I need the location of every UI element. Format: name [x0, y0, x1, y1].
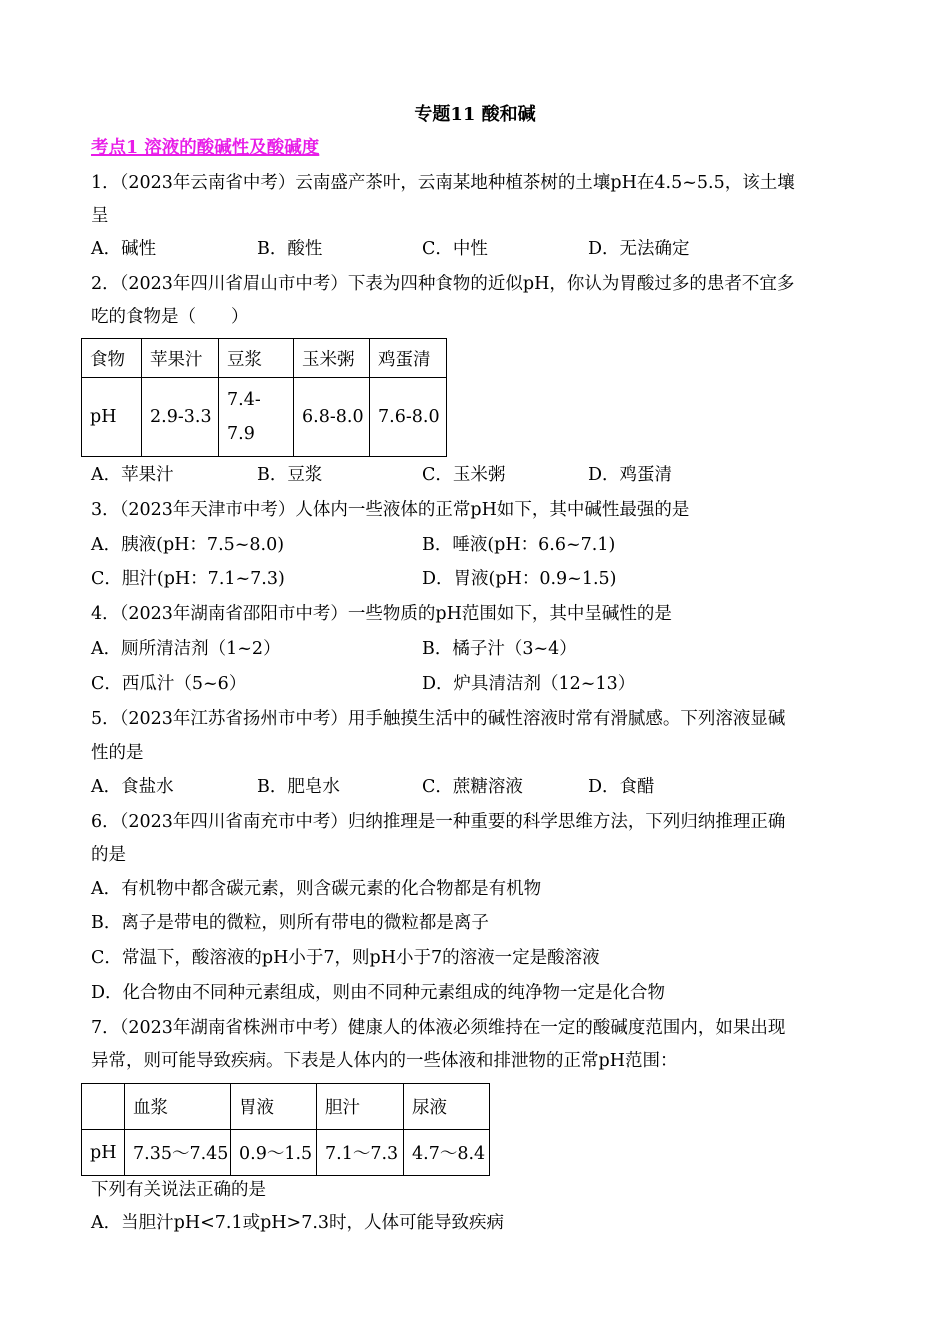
q5-option-a: A．食盐水: [91, 777, 174, 797]
table-header-cell: 血浆: [125, 1084, 231, 1130]
q2-option-b: B．豆浆: [257, 465, 323, 485]
table-header-cell: [82, 1084, 125, 1130]
table-cell: 4.7～8.4: [404, 1130, 490, 1176]
q1-option-b: B．酸性: [257, 239, 323, 259]
question-7-prompt: 下列有关说法正确的是: [91, 1180, 266, 1200]
question-2-text-cont: 吃的食物是（ ）: [91, 307, 249, 327]
q6-option-d: D．化合物由不同种元素组成，则由不同种元素组成的纯净物一定是化合物: [91, 983, 666, 1003]
food-ph-table: [81, 338, 447, 457]
table-header-cell: 苹果汁: [142, 339, 219, 378]
table-header-cell: 玉米粥: [294, 339, 370, 378]
page-title: 专题11 酸和碱: [414, 104, 536, 125]
table-cell: 6.8-8.0: [294, 378, 370, 457]
q6-option-a: A．有机物中都含碳元素，则含碳元素的化合物都是有机物: [91, 879, 542, 899]
table-header-cell: 尿液: [404, 1084, 490, 1130]
q2-option-d: D．鸡蛋清: [588, 465, 673, 485]
table-cell: 0.9～1.5: [231, 1130, 317, 1176]
q1-option-c: C．中性: [422, 239, 488, 259]
q2-option-a: A．苹果汁: [91, 465, 174, 485]
question-2-text: 2．（2023年四川省眉山市中考）下表为四种食物的近似pH，你认为胃酸过多的患者不宜多: [91, 274, 795, 294]
q1-option-d: D．无法确定: [588, 239, 690, 259]
body-fluid-ph-table: [81, 1083, 490, 1176]
table-header-cell: 鸡蛋清: [370, 339, 447, 378]
question-5-text: 5．（2023年江苏省扬州市中考）用手触摸生活中的碱性溶液时常有滑腻感。下列溶液显碱: [91, 709, 786, 729]
table-header-cell: 豆浆: [219, 339, 294, 378]
table-cell: [219, 378, 294, 457]
q6-option-b: B．离子是带电的微粒，则所有带电的微粒都是离子: [91, 913, 489, 933]
section-heading[interactable]: 考点1 溶液的酸碱性及酸碱度: [91, 138, 320, 158]
question-3-text: 3．（2023年天津市中考）人体内一些液体的正常pH如下，其中碱性最强的是: [91, 500, 690, 520]
question-1-text-cont: 呈: [91, 206, 109, 226]
q1-option-a: A．碱性: [91, 239, 157, 259]
table-cell: 2.9-3.3: [142, 378, 219, 457]
q3-option-b: B．唾液(pH：6.6~7.1): [422, 535, 616, 555]
q4-option-c: C．西瓜汁（5~6）: [91, 674, 247, 694]
q3-option-c: C．胆汁(pH：7.1~7.3): [91, 569, 285, 589]
q3-option-a: A．胰液(pH：7.5~8.0): [91, 535, 285, 555]
q4-option-a: A．厕所清洁剂（1~2）: [91, 639, 281, 659]
q3-option-d: D．胃液(pH：0.9~1.5): [422, 569, 617, 589]
table-header-cell: 胃液: [231, 1084, 317, 1130]
table-cell-line: 7.4-: [227, 390, 261, 410]
q5-option-c: C．蔗糖溶液: [422, 777, 523, 797]
question-7-text-cont: 异常，则可能导致疾病。下表是人体内的一些体液和排泄物的正常pH范围：: [91, 1051, 678, 1071]
q4-option-d: D．炉具清洁剂（12~13）: [422, 674, 636, 694]
question-6-text-cont: 的是: [91, 845, 126, 865]
table-row-label: pH: [82, 1130, 125, 1176]
table-row-label: pH: [82, 378, 142, 457]
table-header-cell: 胆汁: [317, 1084, 404, 1130]
table-cell: 7.1～7.3: [317, 1130, 404, 1176]
q4-option-b: B．橘子汁（3~4）: [422, 639, 577, 659]
table-header-cell: 食物: [82, 339, 142, 378]
table-cell: 7.35～7.45: [125, 1130, 231, 1176]
question-5-text-cont: 性的是: [91, 743, 144, 763]
q7-option-a: A．当胆汁pH<7.1或pH>7.3时，人体可能导致疾病: [91, 1213, 505, 1233]
q5-option-d: D．食醋: [588, 777, 655, 797]
table-cell-line: 7.9: [227, 424, 255, 444]
q6-option-c: C．常温下，酸溶液的pH小于7，则pH小于7的溶液一定是酸溶液: [91, 948, 600, 968]
question-7-text: 7．（2023年湖南省株洲市中考）健康人的体液必须维持在一定的酸碱度范围内，如果出现: [91, 1018, 786, 1038]
q5-option-b: B．肥皂水: [257, 777, 340, 797]
question-6-text: 6．（2023年四川省南充市中考）归纳推理是一种重要的科学思维方法，下列归纳推理正确: [91, 812, 786, 832]
question-1-text: 1．（2023年云南省中考）云南盛产茶叶，云南某地种植茶树的土壤pH在4.5~5.5，该土壤: [91, 173, 795, 193]
table-cell: 7.6-8.0: [370, 378, 447, 457]
question-4-text: 4．（2023年湖南省邵阳市中考）一些物质的pH范围如下，其中呈碱性的是: [91, 604, 672, 624]
q2-option-c: C．玉米粥: [422, 465, 506, 485]
